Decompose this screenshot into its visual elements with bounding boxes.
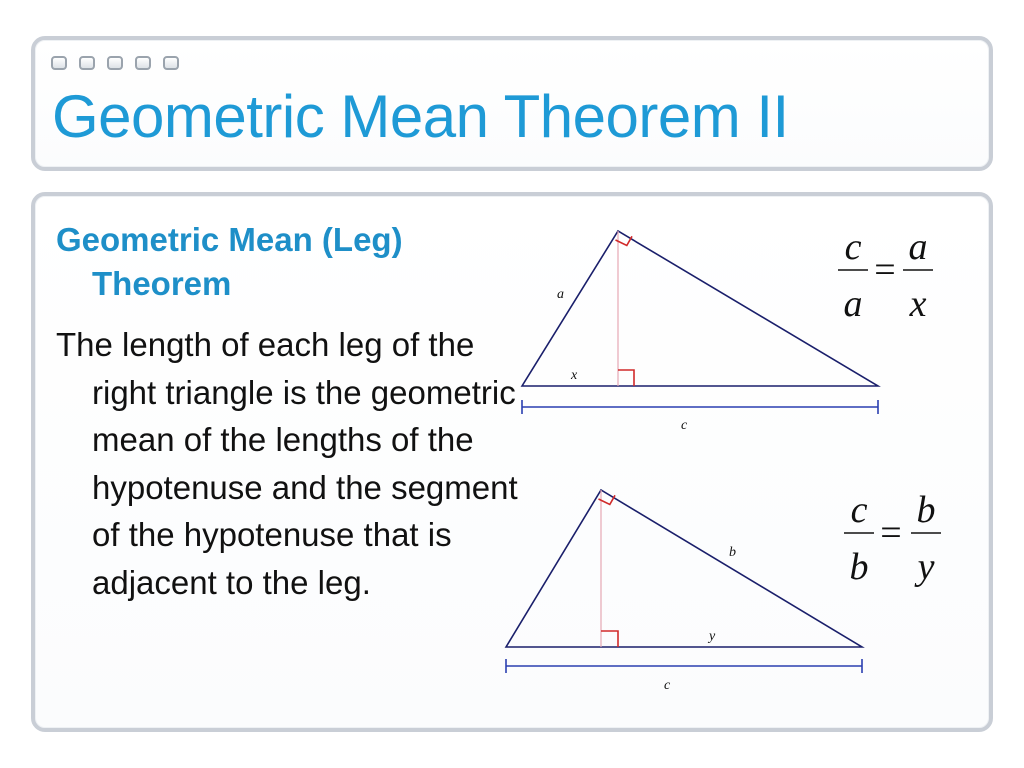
formula2-right-denominator: y	[917, 546, 935, 588]
triangle-figure-2	[506, 490, 862, 693]
formula2-left-numerator: c	[850, 489, 868, 531]
hypotenuse-label-c: c	[664, 678, 671, 693]
formula2-equals: =	[880, 512, 902, 554]
leg-label-a: a	[557, 287, 564, 302]
hypotenuse-label-c: c	[681, 418, 688, 433]
formula1-left-numerator: c	[844, 226, 862, 268]
triangle-figure-1	[522, 231, 878, 433]
triangle-2	[506, 490, 862, 647]
segment-label-x: x	[571, 368, 578, 383]
formula-1	[838, 226, 933, 325]
right-angle-mark-foot-1	[618, 370, 634, 386]
leg-label-b: b	[729, 545, 736, 560]
slide-title: Geometric Mean Theorem II	[52, 83, 789, 150]
formula2-left-denominator: b	[849, 546, 869, 588]
formula1-right-numerator: a	[908, 226, 928, 268]
segment-label-y: y	[709, 629, 716, 644]
theorem-body: The length of each leg of the right triangle is the geometric mean of the lengths of the hypotenuse and the segment of the hypotenuse that is adjacent to the leg.	[56, 326, 518, 601]
right-angle-mark-foot-2	[601, 631, 618, 647]
formula1-right-denominator: x	[909, 283, 927, 325]
triangle-1	[522, 231, 878, 386]
formula1-equals: =	[874, 249, 896, 291]
theorem-heading: Geometric Mean (Leg) Theorem	[56, 221, 403, 302]
formula1-left-denominator: a	[843, 283, 863, 325]
formula2-right-numerator: b	[916, 489, 936, 531]
formula-2	[844, 489, 941, 588]
